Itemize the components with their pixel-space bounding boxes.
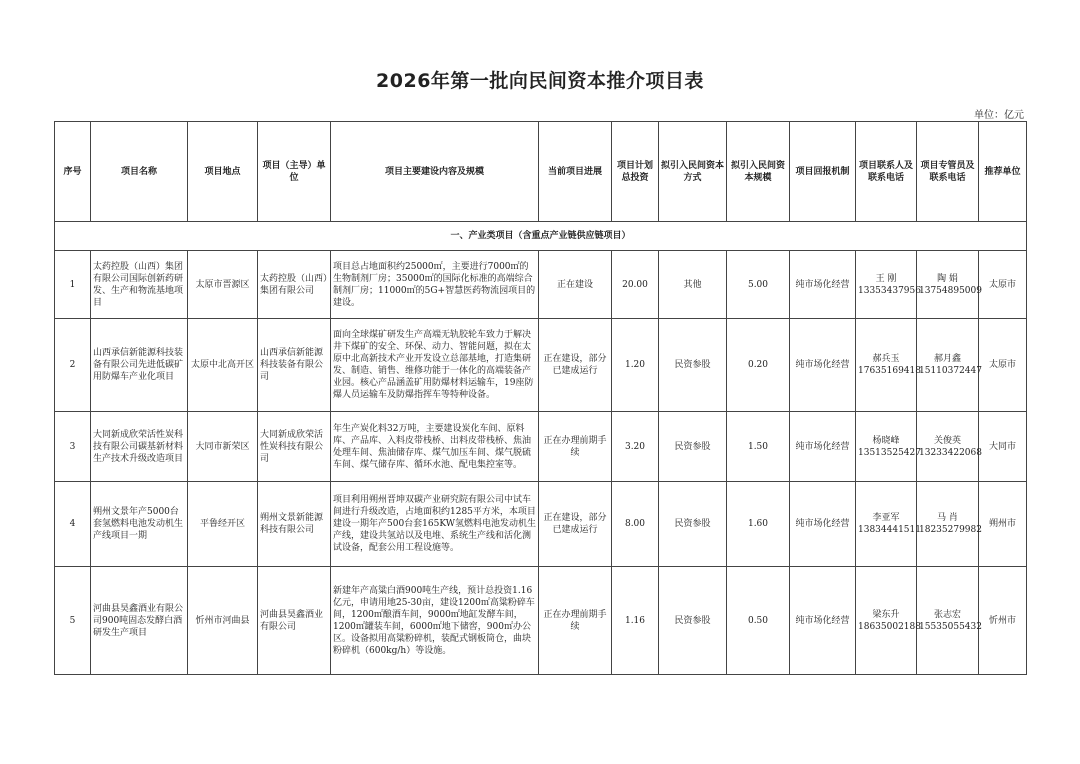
contact-phone: 13834441511: [858, 525, 921, 535]
header-cell: 序号: [55, 122, 91, 222]
table-row: [55, 567, 1027, 675]
manager-name: 郝月鑫: [933, 354, 961, 364]
manager-phone: 15110372447: [919, 366, 982, 376]
table-row: [55, 319, 1027, 412]
total-investment: 1.20: [612, 319, 659, 412]
contact-phone: 17635169418: [858, 366, 921, 376]
project-content: 年生产炭化料32万吨，主要建设炭化车间、原料库、产品库、入料皮带栈桥、出料皮带栈桥、焦油处理车间、焦油储存库、煤气加压车间、煤气脱硫车间、煤气储存库、循环水池、配电集控室等。: [331, 412, 539, 482]
project-content: 面向全球煤矿研发生产高端无轨胶轮车致力于解决井下煤矿的安全、环保、动力、智能问题，拟在太原中北高新技术产业开发设立总部基地，打造集研发、制造、销售、维修功能于一体化的高端装备产业园。核心产品涵盖矿用防爆材料运输车，19座防爆人员运输车及防爆指挥车等特种设备。: [331, 319, 539, 412]
return-mechanism: 纯市场化经营: [790, 567, 856, 675]
project-progress: 正在办理前期手续: [539, 412, 612, 482]
contact-phone: 13513525427: [858, 447, 921, 458]
header-cell: 项目（主导）单位: [258, 122, 331, 222]
section-row: [55, 222, 1027, 251]
manager-name: 张志宏: [933, 609, 961, 620]
header-cell: 项目联系人及联系电话: [856, 122, 917, 222]
header-cell: 项目专管员及联系电话: [917, 122, 979, 222]
contact-cell: [856, 567, 921, 675]
project-progress: 正在建设，部分已建成运行: [539, 319, 612, 412]
recommender: 朔州市: [979, 482, 1027, 567]
capital-scale: 5.00: [727, 251, 790, 319]
unit-label: 单位：亿元: [974, 110, 1024, 121]
row-number: 1: [55, 251, 91, 319]
capital-scale: 0.20: [727, 319, 790, 412]
manager-cell: [917, 567, 982, 675]
manager-phone: 13754895009: [919, 285, 982, 296]
header-cell: 项目计划总投资: [612, 122, 659, 222]
page-title: 2026年第一批向民间资本推介项目表: [376, 70, 704, 92]
header-cell: 拟引入民间资本方式: [659, 122, 727, 222]
capital-scale: 0.50: [727, 567, 790, 675]
project-name: 大同新成欣荣活性炭科技有限公司碳基新材料生产技术升级改造项目: [91, 412, 188, 482]
project-location: 平鲁经开区: [188, 482, 258, 567]
manager-name: 陶 娟: [937, 273, 958, 284]
return-mechanism: 纯市场化经营: [790, 412, 856, 482]
manager-cell: [917, 319, 982, 412]
table-row: [55, 482, 1027, 567]
capital-scale: 1.60: [727, 482, 790, 567]
manager-name: 马 肖: [937, 513, 958, 523]
return-mechanism: 纯市场化经营: [790, 251, 856, 319]
manager-cell: [917, 251, 982, 319]
table-row: [55, 251, 1027, 319]
capital-method: 其他: [659, 251, 727, 319]
manager-cell: [917, 412, 982, 482]
project-name: 山西承信新能源科技装备有限公司先进低碳矿用防爆车产业化项目: [91, 319, 188, 412]
capital-method: 民资参股: [659, 319, 727, 412]
contact-name: 郝兵玉: [872, 354, 900, 364]
table-row: [55, 412, 1027, 482]
contact-cell: [856, 482, 921, 567]
project-table: [54, 121, 1027, 675]
contact-name: 杨晓峰: [872, 435, 900, 446]
contact-name: 梁东升: [872, 609, 900, 620]
row-number: 4: [55, 482, 91, 567]
header-cell: 推荐单位: [979, 122, 1027, 222]
recommender: 忻州市: [979, 567, 1027, 675]
project-name: 河曲县昊鑫酒业有限公司900吨固态发酵白酒研发生产项目: [91, 567, 188, 675]
header-cell: 项目地点: [188, 122, 258, 222]
contact-cell: [856, 251, 921, 319]
header-cell: 当前项目进展: [539, 122, 612, 222]
project-content: 新建年产高粱白酒900吨生产线，预计总投资1.16亿元，申请用地25-30亩，建设1200㎡高粱粉碎车间，1200㎡酿酒车间，9000㎡地缸发酵车间，1200㎡罐装车间，6000㎡地下储窖，900㎡办公区。设备拟用高粱粉碎机，装配式钢板筒仓，曲块粉碎机（600kg/h）等设施。: [331, 567, 539, 675]
project-unit: 大同新成欣荣活性炭科技有限公司: [258, 412, 331, 482]
project-unit: 山西承信新能源科技装备有限公司: [258, 319, 331, 412]
project-content: 项目利用朔州晋坤双碳产业研究院有限公司中试车间进行升级改造，占地面积约1285平方米，本项目建设一期年产500台套165KW氢燃料电池发动机生产线，建设共氢站以及电堆、系统生产线和活化测试设备，配套公用工程设施等。: [331, 482, 539, 567]
capital-method: 民资参股: [659, 567, 727, 675]
project-content: 项目总占地面积约25000㎡，主要进行7000㎡的生物制剂厂房；35000㎡的国际化标准的高端综合制剂厂房；11000㎡的5G+智慧医药物流园项目的建设。: [331, 251, 539, 319]
total-investment: 8.00: [612, 482, 659, 567]
project-unit: 太药控股（山西）集团有限公司: [258, 251, 331, 319]
project-location: 太原中北高开区: [188, 319, 258, 412]
recommender: 大同市: [979, 412, 1027, 482]
contact-name: 李亚军: [872, 513, 900, 523]
contact-cell: [856, 319, 921, 412]
manager-phone: 18235279982: [919, 525, 982, 535]
project-location: 太原市晋源区: [188, 251, 258, 319]
contact-phone: 13353437956: [858, 285, 921, 296]
manager-phone: 15535055432: [919, 621, 982, 632]
header-cell: 拟引入民间资本规模: [727, 122, 790, 222]
manager-name: 关俊英: [933, 435, 961, 446]
header-cell: 项目回报机制: [790, 122, 856, 222]
contact-cell: [856, 412, 921, 482]
project-unit: 河曲县昊鑫酒业有限公司: [258, 567, 331, 675]
recommender: 太原市: [979, 251, 1027, 319]
project-name: 太药控股（山西）集团有限公司国际创新药研发、生产和物流基地项目: [91, 251, 188, 319]
project-location: 忻州市河曲县: [188, 567, 258, 675]
return-mechanism: 纯市场化经营: [790, 482, 856, 567]
total-investment: 20.00: [612, 251, 659, 319]
project-progress: 正在建设，部分已建成运行: [539, 482, 612, 567]
total-investment: 1.16: [612, 567, 659, 675]
header-cell: 项目主要建设内容及规模: [331, 122, 539, 222]
capital-method: 民资参股: [659, 412, 727, 482]
row-number: 3: [55, 412, 91, 482]
section-title: 一、产业类项目（含重点产业链供应链项目）: [55, 222, 1027, 251]
manager-cell: [917, 482, 982, 567]
total-investment: 3.20: [612, 412, 659, 482]
recommender: 太原市: [979, 319, 1027, 412]
capital-method: 民资参股: [659, 482, 727, 567]
project-name: 朔州文景年产5000台套氢燃料电池发动机生产线项目一期: [91, 482, 188, 567]
contact-name: 王 刚: [875, 273, 897, 284]
row-number: 2: [55, 319, 91, 412]
header-cell: 项目名称: [91, 122, 188, 222]
contact-phone: 18635002188: [858, 621, 921, 632]
capital-scale: 1.50: [727, 412, 790, 482]
row-number: 5: [55, 567, 91, 675]
project-progress: 正在建设: [539, 251, 612, 319]
header-row: [55, 122, 1027, 222]
return-mechanism: 纯市场化经营: [790, 319, 856, 412]
manager-phone: 13233422068: [919, 447, 982, 458]
project-location: 大同市新荣区: [188, 412, 258, 482]
project-unit: 朔州文景新能源科技有限公司: [258, 482, 331, 567]
project-progress: 正在办理前期手续: [539, 567, 612, 675]
